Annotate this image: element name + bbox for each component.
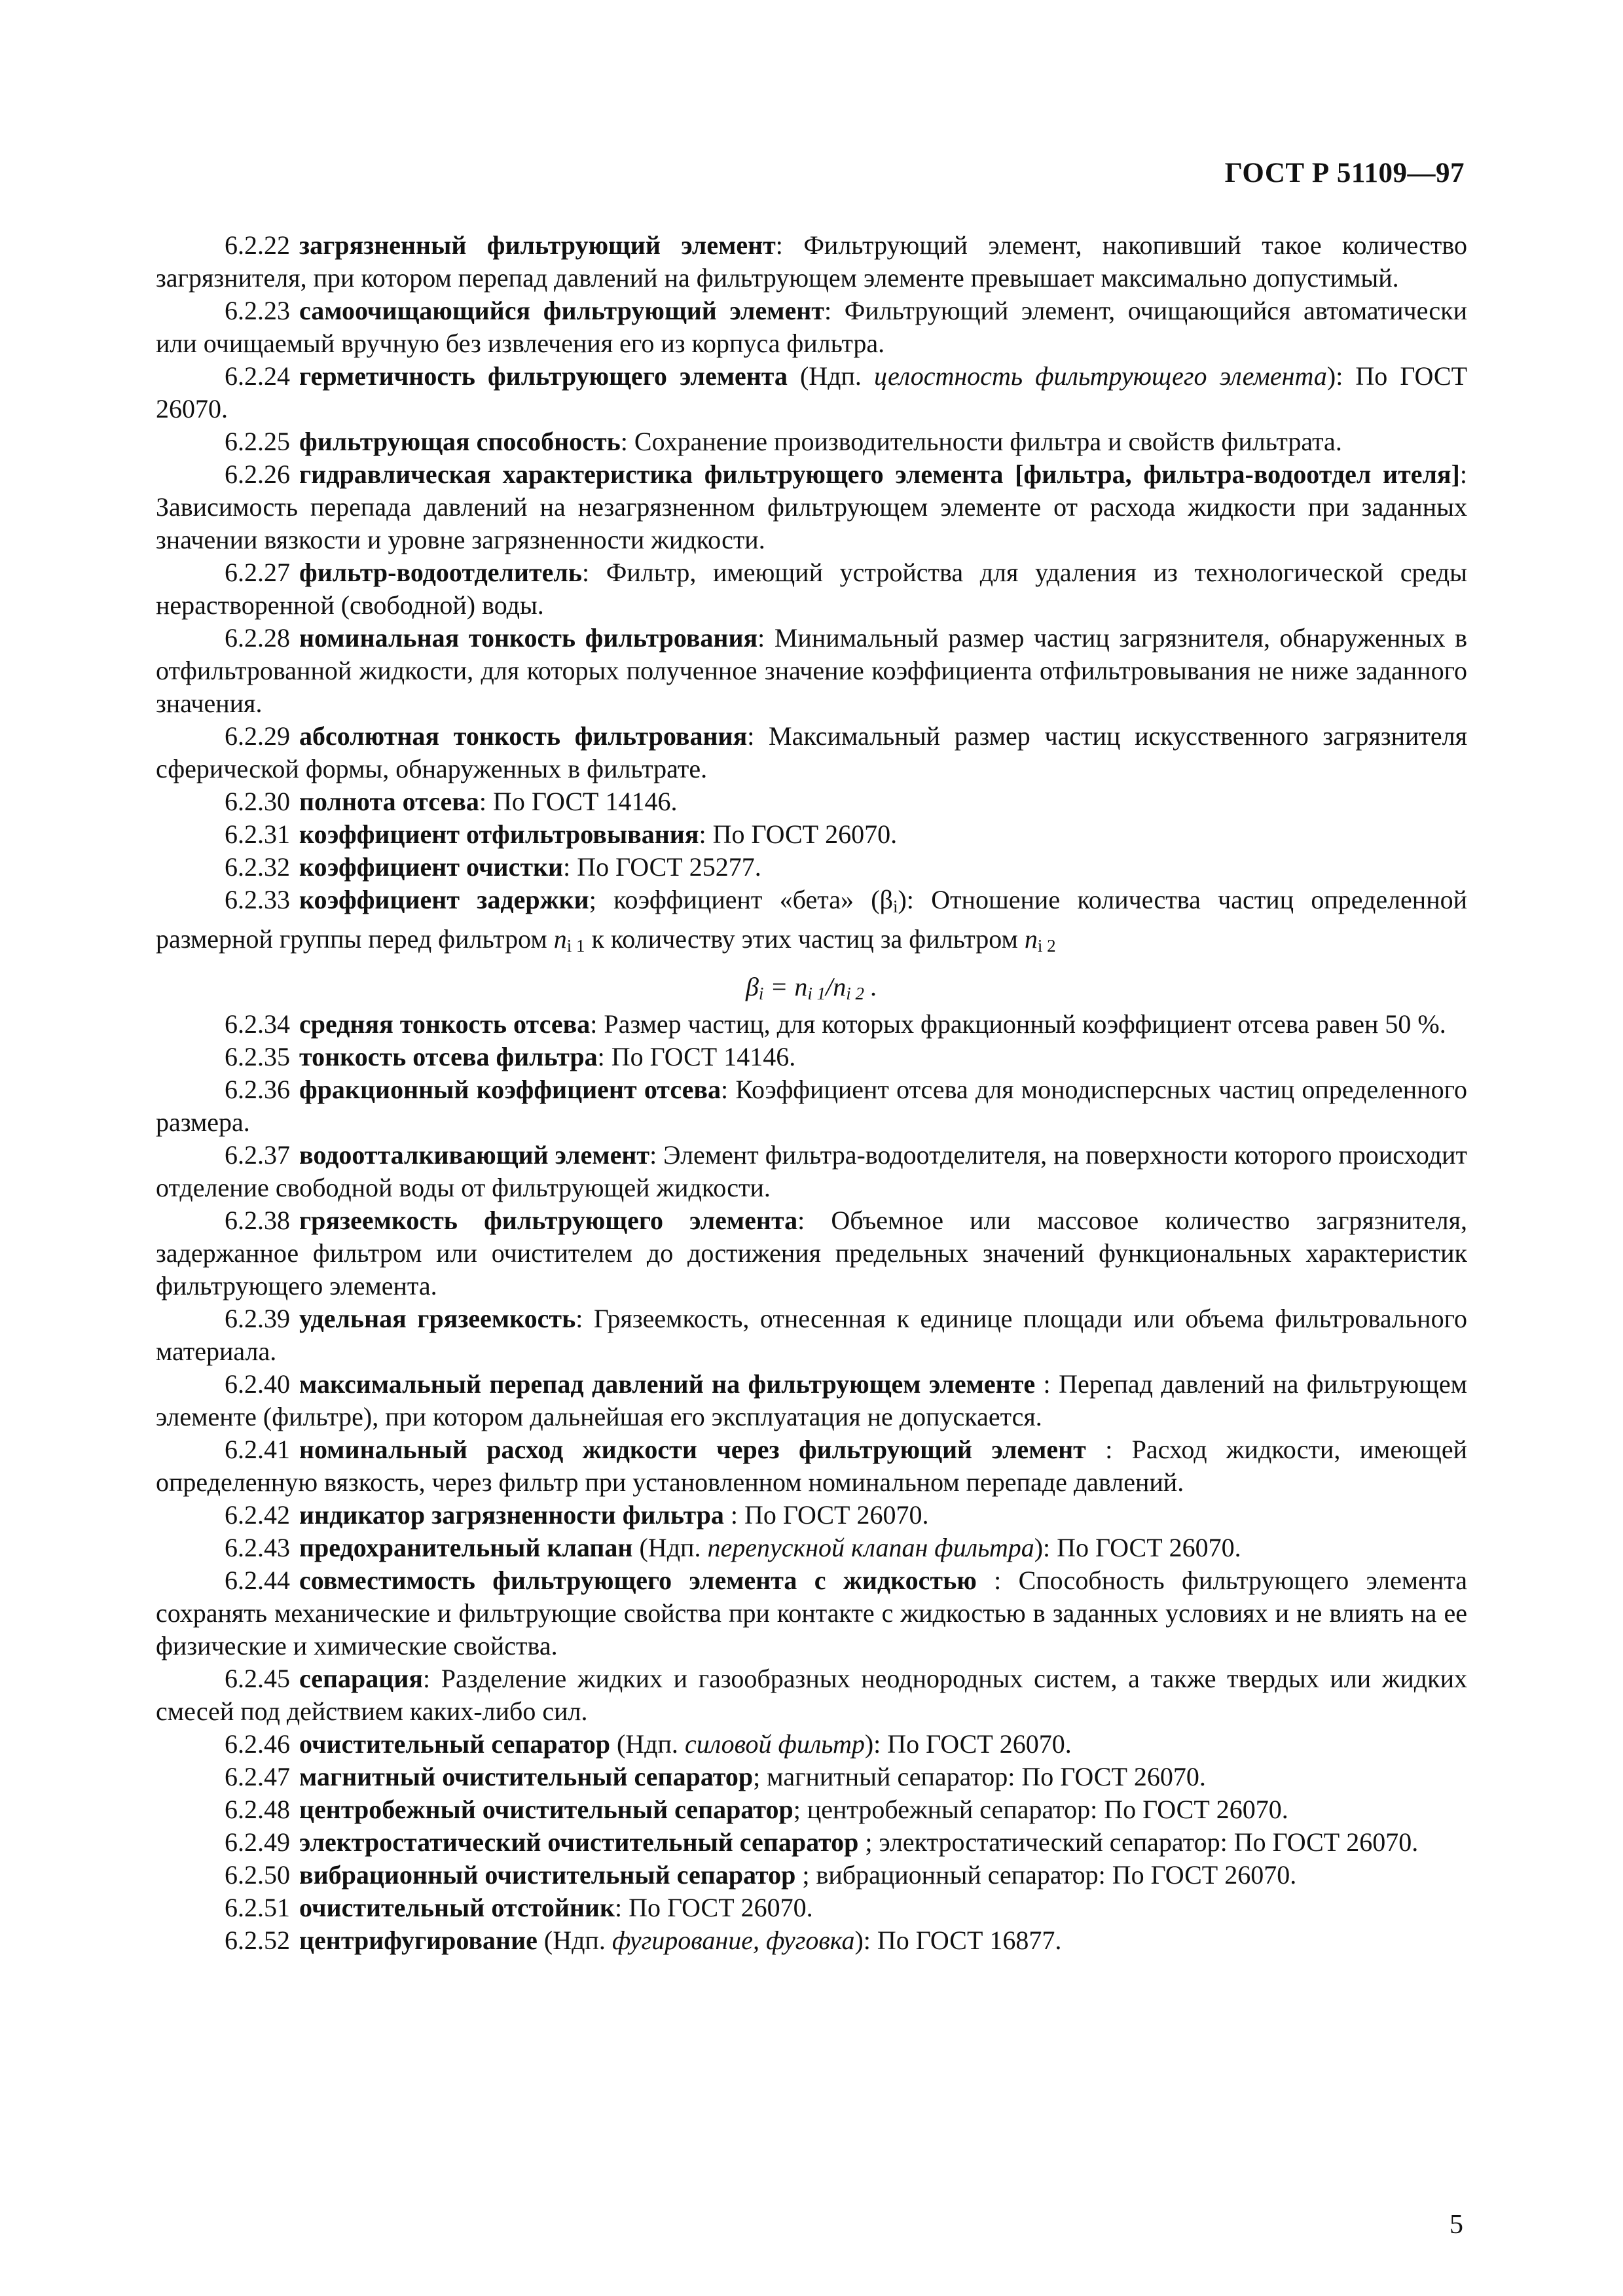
entry-definition: : По ГОСТ 14146. bbox=[479, 787, 678, 816]
entry-6-2-24 bbox=[156, 360, 1467, 425]
entry-definition: ): По ГОСТ 26070. bbox=[156, 361, 1467, 423]
entry-definition: ; электростатический сепаратор: По ГОСТ 26070. bbox=[858, 1827, 1419, 1857]
entry-6-2-33 bbox=[156, 884, 1467, 962]
variable: n bbox=[794, 972, 808, 1001]
entry-number: 6.2.43 bbox=[225, 1533, 290, 1562]
entry-6-2-51 bbox=[156, 1892, 1467, 1924]
entry-6-2-39 bbox=[156, 1302, 1467, 1368]
entry-definition: : Размер частиц, для которых фракционный коэффициент отсева равен 50 %. bbox=[590, 1009, 1446, 1039]
entry-number: 6.2.45 bbox=[225, 1664, 290, 1693]
entry-term: фильтр-водоотделитель bbox=[299, 558, 582, 587]
entry-number: 6.2.47 bbox=[225, 1762, 290, 1791]
entry-number: 6.2.51 bbox=[225, 1893, 290, 1922]
entry-6-2-22 bbox=[156, 229, 1467, 295]
entry-definition: (Ндп. bbox=[632, 1533, 708, 1562]
entry-term: сепарация bbox=[299, 1664, 424, 1693]
entry-number: 6.2.23 bbox=[225, 296, 290, 325]
deprecated-term: целостность фильтрующего элемента bbox=[874, 361, 1327, 391]
deprecated-term: перепускной клапан фильтра bbox=[707, 1533, 1034, 1562]
entry-6-2-35 bbox=[156, 1041, 1467, 1073]
entry-term: центрифугирование bbox=[299, 1926, 538, 1955]
entry-definition: : По ГОСТ 26070. bbox=[615, 1893, 813, 1922]
entry-number: 6.2.28 bbox=[225, 623, 290, 653]
entry-definition: ): Отношение количества частиц определенной размерной группы перед фильтром bbox=[156, 885, 1468, 954]
beta-formula bbox=[156, 966, 1467, 1008]
entry-number: 6.2.25 bbox=[225, 427, 290, 456]
entry-6-2-44 bbox=[156, 1564, 1467, 1662]
entry-6-2-36 bbox=[156, 1073, 1467, 1139]
entry-term: самоочищающийся фильтрующий элемент bbox=[299, 296, 824, 325]
deprecated-term: силовой фильтр bbox=[684, 1729, 865, 1759]
entry-6-2-50 bbox=[156, 1859, 1467, 1892]
entry-definition: : Перепад давлений на фильтрующем элементе (фильтре), при котором дальнейшая его эксплуатация не допускается. bbox=[156, 1369, 1467, 1431]
entry-6-2-40 bbox=[156, 1368, 1467, 1433]
entry-term: номинальный расход жидкости через фильтрующий элемент bbox=[299, 1435, 1086, 1464]
entry-number: 6.2.49 bbox=[225, 1827, 290, 1857]
entry-definition: : Расход жидкости, имеющей определенную вязкость, через фильтр при установленном номинальном перепаде давлений. bbox=[156, 1435, 1467, 1497]
entry-number: 6.2.50 bbox=[225, 1860, 290, 1890]
subscript: i 2 bbox=[1037, 936, 1056, 956]
entry-term: совместимость фильтрующего элемента с жидкостью bbox=[299, 1566, 977, 1595]
entry-6-2-29 bbox=[156, 720, 1467, 785]
entry-term: индикатор загрязненности фильтра bbox=[299, 1500, 724, 1530]
entry-term: абсолютная тонкость фильтрования bbox=[299, 721, 748, 751]
entry-term: максимальный перепад давлений на фильтрующем элементе bbox=[299, 1369, 1036, 1399]
entry-number: 6.2.27 bbox=[225, 558, 290, 587]
entry-number: 6.2.44 bbox=[225, 1566, 290, 1595]
entry-term: полнота отсева bbox=[299, 787, 479, 816]
entry-number: 6.2.41 bbox=[225, 1435, 290, 1464]
entry-number: 6.2.34 bbox=[225, 1009, 290, 1039]
entry-6-2-45 bbox=[156, 1662, 1467, 1728]
entry-6-2-38 bbox=[156, 1204, 1467, 1302]
entry-6-2-41 bbox=[156, 1433, 1467, 1499]
entry-term: удельная грязеемкость bbox=[299, 1304, 576, 1333]
entry-definition: : Сохранение производительности фильтра и свойств фильтрата. bbox=[620, 427, 1342, 456]
entry-term: коэффициент отфильтровывания bbox=[299, 819, 699, 849]
entry-definition: : Минимальный размер частиц загрязнителя, обнаруженных в отфильтрованной жидкости, для которых полученное значение коэффициента отфильтровывания не ниже заданного значения. bbox=[156, 623, 1467, 718]
entry-term: гидравлическая характеристика фильтрующего элемента [фильтра, фильтра-водоотдел ителя] bbox=[299, 459, 1460, 489]
entry-term: грязеемкость фильтрующего элемента bbox=[299, 1206, 798, 1235]
entry-term: магнитный очистительный сепаратор bbox=[299, 1762, 754, 1791]
entry-term: предохранительный клапан bbox=[299, 1533, 633, 1562]
entry-definition: ): По ГОСТ 26070. bbox=[864, 1729, 1072, 1759]
entry-definition: : Грязеемкость, отнесенная к единице площади или объема фильтровального материала. bbox=[156, 1304, 1467, 1366]
subscript: i bbox=[758, 984, 764, 1003]
entry-term: коэффициент очистки bbox=[299, 852, 564, 882]
entry-term: вибрационный очистительный сепаратор bbox=[299, 1860, 796, 1890]
entry-definition: к количеству этих частиц за фильтром bbox=[585, 924, 1025, 954]
deprecated-term: фугирование, фуговка bbox=[611, 1926, 855, 1955]
entry-number: 6.2.38 bbox=[225, 1206, 290, 1235]
document-header: ГОСТ Р 51109—97 bbox=[1224, 158, 1465, 188]
entry-number: 6.2.26 bbox=[225, 459, 290, 489]
entry-6-2-34 bbox=[156, 1008, 1467, 1041]
subscript: i 1 bbox=[807, 984, 826, 1003]
entry-number: 6.2.40 bbox=[225, 1369, 290, 1399]
formula-slash: / bbox=[826, 972, 833, 1001]
variable: n bbox=[1024, 924, 1038, 954]
entry-term: средняя тонкость отсева bbox=[299, 1009, 591, 1039]
entry-number: 6.2.29 bbox=[225, 721, 290, 751]
entry-term: коэффициент задержки bbox=[299, 885, 589, 914]
entry-6-2-49 bbox=[156, 1826, 1467, 1859]
entry-number: 6.2.48 bbox=[225, 1795, 290, 1824]
entry-6-2-47 bbox=[156, 1761, 1467, 1793]
entry-definition: : Зависимость перепада давлений на незагрязненном фильтрующем элементе от расхода жидкости при заданных значении вязкости и уровне загрязненности жидкости. bbox=[156, 459, 1467, 554]
variable: n bbox=[833, 972, 847, 1001]
entry-6-2-28 bbox=[156, 622, 1467, 720]
entry-definition: : Фильтрующий элемент, очищающийся автоматически или очищаемый вручную без извлечения его из корпуса фильтра. bbox=[156, 296, 1468, 358]
entry-term: фракционный коэффициент отсева bbox=[299, 1075, 721, 1104]
subscript: i bbox=[892, 897, 898, 916]
entry-6-2-25 bbox=[156, 425, 1467, 458]
entry-number: 6.2.33 bbox=[225, 885, 290, 914]
entry-definition: : Способность фильтрующего элемента сохранять механические и фильтрующие свойства при контакте с жидкостью в заданных условиях и не влиять на ее физические и химические свойства. bbox=[156, 1566, 1467, 1660]
entry-definition: ): По ГОСТ 26070. bbox=[1034, 1533, 1241, 1562]
page-number: 5 bbox=[1450, 2210, 1463, 2240]
entry-definition: (Ндп. bbox=[610, 1729, 685, 1759]
entry-6-2-26 bbox=[156, 458, 1467, 556]
entry-definition: : По ГОСТ 26070. bbox=[723, 1500, 929, 1530]
entry-6-2-37 bbox=[156, 1139, 1467, 1204]
entry-term: тонкость отсева фильтра bbox=[299, 1042, 598, 1071]
entry-number: 6.2.52 bbox=[225, 1926, 290, 1955]
entry-definition: ; вибрационный сепаратор: По ГОСТ 26070. bbox=[795, 1860, 1297, 1890]
entry-6-2-23 bbox=[156, 295, 1467, 360]
entry-definition: : Элемент фильтра-водоотделителя, на поверхности которого происходит отделение свободной воды от фильтрующей жидкости. bbox=[156, 1140, 1467, 1202]
entry-6-2-32 bbox=[156, 851, 1467, 884]
entry-definition: : Разделение жидких и газообразных неоднородных систем, а также твердых или жидких смесей под действием каких-либо сил. bbox=[156, 1664, 1467, 1726]
entry-term: номинальная тонкость фильтрования bbox=[299, 623, 758, 653]
entry-6-2-43 bbox=[156, 1532, 1467, 1564]
entry-number: 6.2.46 bbox=[225, 1729, 290, 1759]
entry-definition: : Фильтрующий элемент, накопивший такое количество загрязнителя, при котором перепад давлений на фильтрующем элементе превышает максимально допустимый. bbox=[156, 230, 1468, 293]
variable: n bbox=[553, 924, 567, 954]
entry-definition: ; магнитный сепаратор: По ГОСТ 26070. bbox=[753, 1762, 1206, 1791]
entry-term: очистительный отстойник bbox=[299, 1893, 615, 1922]
entry-term: электростатический очистительный сепаратор bbox=[299, 1827, 859, 1857]
entry-term: герметичность фильтрующего элемента bbox=[299, 361, 788, 391]
entry-definition: : Коэффициент отсева для монодисперсных частиц определенного размера. bbox=[156, 1075, 1468, 1137]
entry-definition: : Объемное или массовое количество загрязнителя, задержанное фильтром или очистителем до достижения предельных значений функциональных характеристик фильтрующего элемента. bbox=[156, 1206, 1467, 1300]
entry-number: 6.2.31 bbox=[225, 819, 290, 849]
entry-definition: (Ндп. bbox=[787, 361, 875, 391]
document-body bbox=[156, 229, 1467, 1957]
entry-number: 6.2.42 bbox=[225, 1500, 290, 1530]
entry-term: фильтрующая способность bbox=[299, 427, 621, 456]
entry-6-2-52 bbox=[156, 1924, 1467, 1957]
entry-number: 6.2.24 bbox=[225, 361, 290, 391]
entry-definition: : Максимальный размер частиц искусственного загрязнителя сферической формы, обнаруженных в фильтрате. bbox=[156, 721, 1467, 783]
entry-6-2-30 bbox=[156, 785, 1467, 818]
entry-definition: ; центробежный сепаратор: По ГОСТ 26070. bbox=[793, 1795, 1288, 1824]
entry-number: 6.2.39 bbox=[225, 1304, 290, 1333]
entry-definition: : По ГОСТ 26070. bbox=[699, 819, 898, 849]
entry-definition: : По ГОСТ 25277. bbox=[563, 852, 761, 882]
entry-6-2-31 bbox=[156, 818, 1467, 851]
formula-end: . bbox=[864, 972, 878, 1001]
entry-number: 6.2.32 bbox=[225, 852, 290, 882]
entry-number: 6.2.36 bbox=[225, 1075, 290, 1104]
entry-definition: ): По ГОСТ 16877. bbox=[854, 1926, 1062, 1955]
formula-lhs: β bbox=[745, 972, 759, 1001]
entry-definition: (Ндп. bbox=[537, 1926, 612, 1955]
entry-number: 6.2.22 bbox=[225, 230, 290, 260]
entry-term: очистительный сепаратор bbox=[299, 1729, 610, 1759]
entry-6-2-48 bbox=[156, 1793, 1467, 1826]
entry-number: 6.2.35 bbox=[225, 1042, 290, 1071]
entry-definition: ; коэффициент «бета» (β bbox=[589, 885, 893, 914]
entry-definition: : Фильтр, имеющий устройства для удаления из технологической среды нерастворенной (свободной) воды. bbox=[156, 558, 1467, 620]
entry-6-2-27 bbox=[156, 556, 1467, 622]
entry-term: загрязненный фильтрующий элемент bbox=[299, 230, 776, 260]
entry-term: водоотталкивающий элемент bbox=[299, 1140, 650, 1170]
entry-term: центробежный очистительный сепаратор bbox=[299, 1795, 793, 1824]
entry-6-2-42 bbox=[156, 1499, 1467, 1532]
entry-number: 6.2.37 bbox=[225, 1140, 290, 1170]
formula-equals: = bbox=[763, 972, 795, 1001]
subscript: i 1 bbox=[566, 936, 585, 956]
entry-definition: : По ГОСТ 14146. bbox=[597, 1042, 796, 1071]
subscript: i 2 bbox=[846, 984, 865, 1003]
entry-number: 6.2.30 bbox=[225, 787, 290, 816]
entry-6-2-46 bbox=[156, 1728, 1467, 1761]
